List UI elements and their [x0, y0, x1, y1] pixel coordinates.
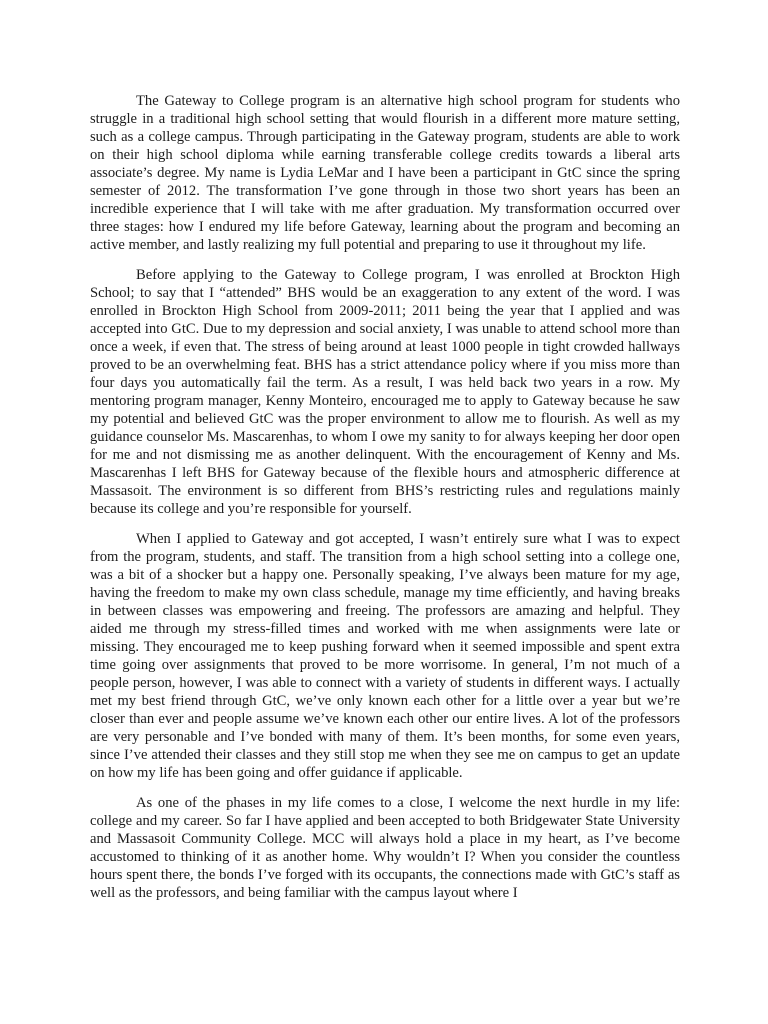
paragraph-3: When I applied to Gateway and got accepted, I wasn’t entirely sure what I was to expect from the program, students, and staff. The transition from a high school setting into a college one, was a bit of a shocker but a happy one. Personally speaking, I’ve always been mature for my age, having the freedom to make my own class schedule, manage my time efficiently, and having breaks in between classes was empowering and freeing. The professors are amazing and helpful. They aided me through my stress-filled times and worked with me when assignments were late or missing. They encouraged me to keep pushing forward when it seemed impossible and spent extra time going over assignments that proved to be more worrisome. In general, I’m not much of a people person, however, I was able to connect with a variety of students in different ways. I actually met my best friend through GtC, we’ve only known each other for a little over a year but we’re closer than ever and people assume we’ve known each other our entire lives. A lot of the professors are very personable and I’ve bonded with many of them. It’s been months, for some even years, since I’ve attended their classes and they still stop me when they see me on campus to get an update on how my life has been going and offer guidance if applicable. [90, 531, 680, 781]
paragraph-1: The Gateway to College program is an alternative high school program for students who struggle in a traditional high school setting that would flourish in a different more mature setting, such as a college campus. Through participating in the Gateway program, students are able to work on their high school diploma while earning transferable college credits towards a liberal arts associate’s degree. My name is Lydia LeMar and I have been a participant in GtC since the spring semester of 2012. The transformation I’ve gone through in those two short years has been an incredible experience that I will take with me after graduation. My transformation occurred over three stages: how I endured my life before Gateway, learning about the program and becoming an active member, and lastly realizing my full potential and preparing to use it throughout my life. [90, 93, 680, 253]
essay-body [90, 92, 680, 914]
paragraph-4: As one of the phases in my life comes to a close, I welcome the next hurdle in my life: college and my career. So far I have applied and been accepted to both Bridgewater State University and Massasoit Community College. MCC will always hold a place in my heart, as I’ve become accustomed to thinking of it as another home. Why wouldn’t I? When you consider the countless hours spent there, the bonds I’ve forged with its occupants, the connections made with GtC’s staff as well as the professors, and being familiar with the campus layout where I [90, 795, 680, 901]
paragraph-2: Before applying to the Gateway to College program, I was enrolled at Brockton High School; to say that I “attended” BHS would be an exaggeration to any extent of the word. I was enrolled in Brockton High School from 2009-2011; 2011 being the year that I applied and was accepted into GtC. Due to my depression and social anxiety, I was unable to attend school more than once a week, if even that. The stress of being around at least 1000 people in tight crowded hallways proved to be an overwhelming feat. BHS has a strict attendance policy where if you miss more than four days you automatically fail the term. As a result, I was held back two years in a row. My mentoring program manager, Kenny Monteiro, encouraged me to apply to Gateway because he saw my potential and believed GtC was the proper environment to allow me to flourish. As well as my guidance counselor Ms. Mascarenhas, to whom I owe my sanity to for always keeping her door open for me and not dismissing me as another delinquent. With the encouragement of Kenny and Ms. Mascarenhas I left BHS for Gateway because of the flexible hours and atmospheric difference at Massasoit. The environment is so different from BHS’s restricting rules and regulations mainly because its college and you’re responsible for yourself. [90, 267, 680, 517]
